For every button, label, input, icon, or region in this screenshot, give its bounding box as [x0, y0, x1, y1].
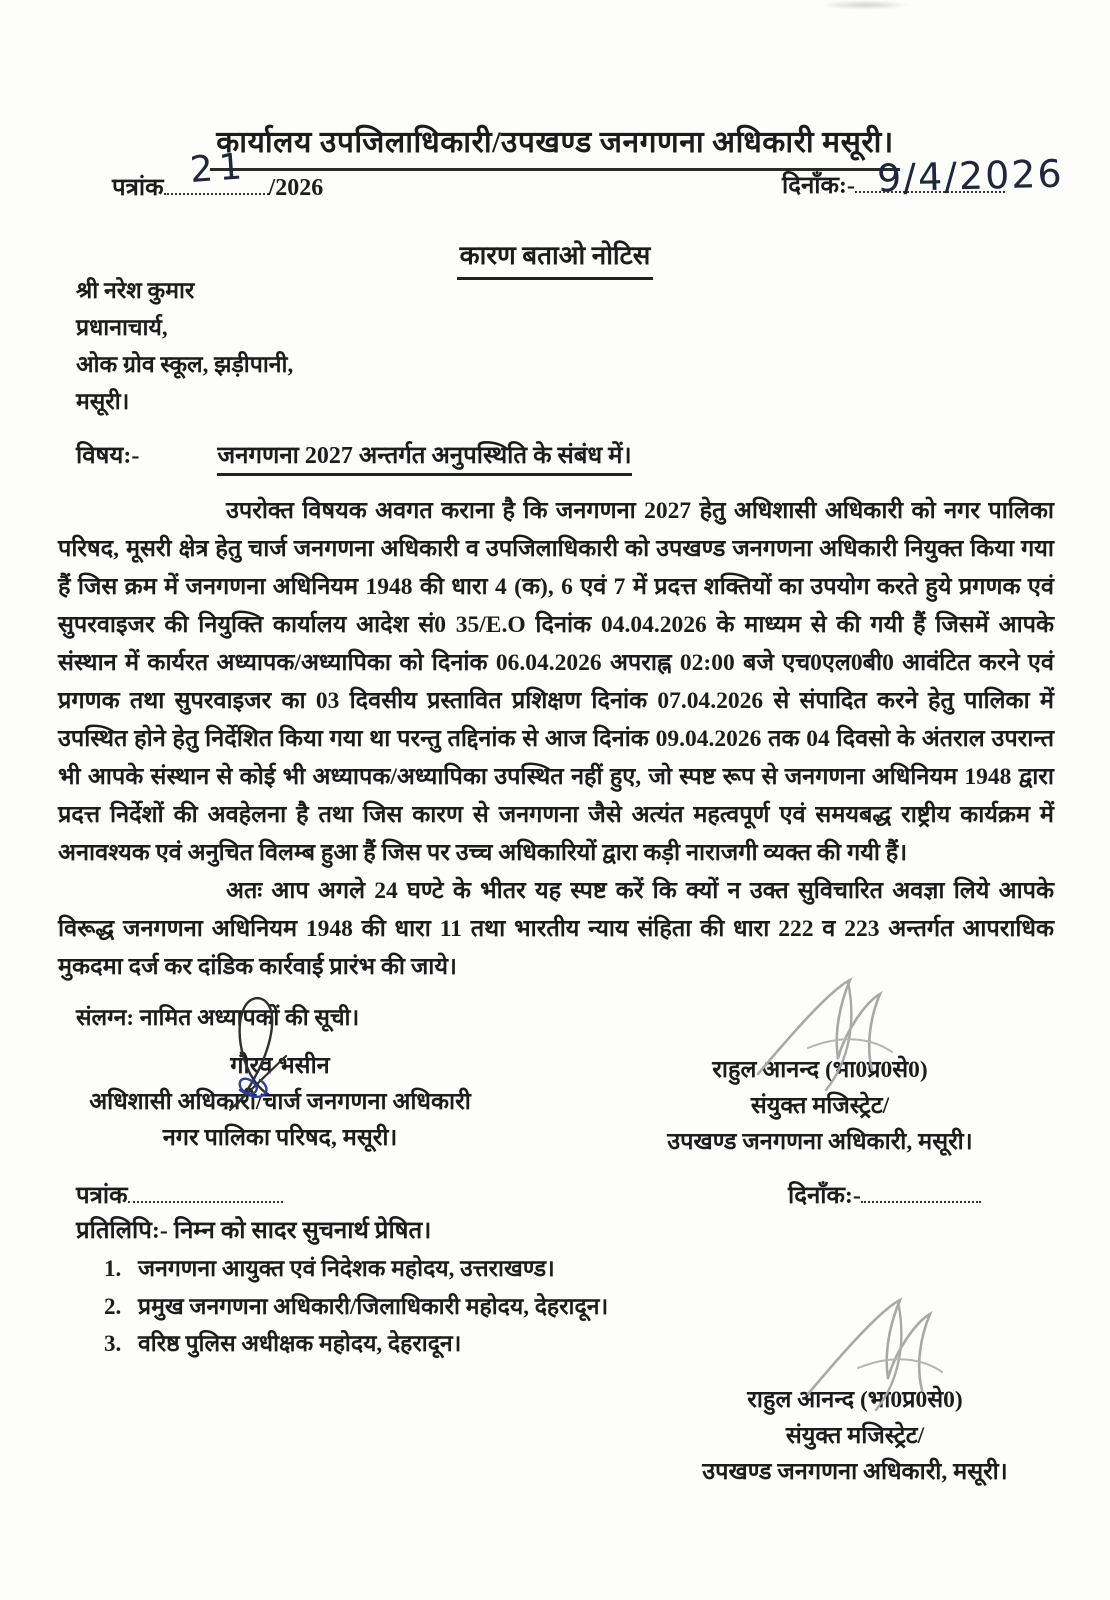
ref-suffix: /2026	[268, 175, 324, 201]
addressee-designation: प्रधानाचार्य,	[76, 315, 168, 340]
signature-block-left	[80, 1048, 480, 1156]
attachment-note: संलग्न: नामित अध्यापकों की सूची।	[76, 1005, 360, 1030]
date-dotted-line-bottom	[861, 1201, 981, 1203]
date-row-bottom	[788, 1178, 981, 1211]
signatory-designation2-final: उपखण्ड जनगणना अधिकारी, मसूरी।	[702, 1459, 1008, 1485]
subject-label: विषय:-	[76, 443, 140, 469]
date-label-bottom: दिनाँक:-	[788, 1183, 861, 1209]
copy-item	[104, 1288, 608, 1326]
signatory-designation1-left: अधिशासी अधिकारी/चार्ज जनगणना अधिकारी	[89, 1089, 471, 1115]
office-title: कार्यालय उपजिलाधिकारी/उपखण्ड जनगणना अधिकारी मसूरी।	[210, 120, 900, 171]
ref-number-row-bottom	[76, 1178, 283, 1211]
letter-body	[58, 492, 1054, 986]
signatory-designation2-right: उपखण्ड जनगणना अधिकारी, मसूरी।	[667, 1129, 973, 1155]
ref-number-row-top	[112, 146, 324, 203]
scan-smudge-artifact	[820, 0, 910, 10]
ref-dotted-line-bottom	[128, 1201, 283, 1203]
body-paragraph-1: उपरोक्त विषयक अवगत कराना है कि जनगणना 2027 हेतु अधिशासी अधिकारी को नगर पालिका परिषद, मूसरी क्षेत्र हेतु चार्ज जनगणना अधिकारी व उपजिलाधिकारी को उपखण्ड जनगणना अधिकारी नियुक्त किया गया हैं जिस क्रम में जनगणना अधिनियम 1948 की धारा 4 (क), 6 एवं 7 में प्रदत्त शक्तियों का उपयोग करते हुये प्रगणक एवं सुपरवाइजर की नियुक्ति कार्यालय आदेश सं0 35/E.O दिनांक 04.04.2026 के माध्यम से की गयी हैं जिसमें आपके संस्थान में कार्यरत अध्यापक/अध्यापिका को दिनांक 06.04.2026 अपराह्न 02:00 बजे एच0एल0बी0 आवंटित करने एवं प्रगणक तथा सुपरवाइजर का 03 दिवसीय प्रस्तावित प्रशिक्षण दिनांक 07.04.2026 से संपादित करने हेतु पालिका में उपस्थित होने हेतु निर्देशित किया गया था परन्तु तद्दिनांक से आज दिनांक 09.04.2026 तक 04 दिवसो के अंतराल उपरान्त भी आपके संस्थान से कोई भी अध्यापक/अध्यापिका उपस्थित नहीं हुए, जो स्पष्ट रूप से जनगणना अधिनियम 1948 द्वारा प्रदत्त निर्देशों की अवहेलना है तथा जिस कारण से जनगणना जैसे अत्यंत महत्वपूर्ण एवं समयबद्ध राष्ट्रीय कार्यक्रम में अनावश्यक एवं अनुचित विलम्ब हुआ हैं जिस पर उच्च अधिकारियों द्वारा कड़ी नाराजगी व्यक्त की गयी हैं।	[58, 498, 1054, 866]
signature-block-right	[610, 1052, 1030, 1160]
copy-list	[104, 1250, 608, 1363]
copy-item-number: 1.	[104, 1256, 122, 1281]
date-label: दिनाँक:-	[782, 173, 855, 199]
subject-row	[76, 438, 632, 471]
addressee-block	[76, 272, 293, 420]
copy-item-number: 2.	[104, 1293, 122, 1319]
copy-item-text: वरिष्ठ पुलिस अधीक्षक महोदय, देहरादून।	[138, 1331, 462, 1356]
copy-item-text: जनगणना आयुक्त एवं निदेशक महोदय, उत्तराखण्ड।	[138, 1256, 555, 1281]
signature-block-final	[640, 1382, 1070, 1490]
signatory-designation1-right: संयुक्त मजिस्ट्रेट/	[750, 1093, 890, 1119]
date-row-top	[782, 151, 1065, 201]
signatory-designation1-final: संयुक्त मजिस्ट्रेट/	[785, 1423, 925, 1449]
notice-heading: कारण बताओ नोटिस	[457, 236, 654, 280]
addressee-institution: ओक ग्रोव स्कूल, झड़ीपानी,	[76, 352, 294, 377]
handwritten-date: 9/4/2026	[876, 151, 1065, 201]
ref-dotted-line	[164, 193, 269, 195]
copy-item-number: 3.	[104, 1331, 122, 1356]
handwritten-ref-number: 21	[188, 146, 250, 191]
signatory-name-final: राहुल आनन्द (भा0प्र0से0)	[747, 1387, 963, 1413]
addressee-name: श्री नरेश कुमार	[76, 278, 195, 303]
ref-label: पत्रांक	[112, 175, 164, 201]
signatory-name-left: गौरव भसीन	[230, 1053, 330, 1079]
copy-heading: प्रतिलिपि:- निम्न को सादर सुचनार्थ प्रेषित।	[76, 1218, 432, 1244]
copy-item	[104, 1250, 608, 1288]
addressee-city: मसूरी।	[76, 389, 130, 414]
signatory-designation2-left: नगर पालिका परिषद, मसूरी।	[162, 1125, 398, 1151]
copy-item	[104, 1325, 608, 1363]
subject-text: जनगणना 2027 अन्तर्गत अनुपस्थिति के संबंध में।	[217, 443, 631, 476]
signatory-name-right: राहुल आनन्द (भा0प्र0से0)	[712, 1057, 928, 1083]
ref-label-bottom: पत्रांक	[76, 1183, 128, 1209]
body-paragraph-2: अतः आप अगले 24 घण्टे के भीतर यह स्पष्ट करें कि क्यों न उक्त सुविचारित अवज्ञा लिये आपके विरूद्ध जनगणना अधिनियम 1948 की धारा 11 तथा भारतीय न्याय संहिता की धारा 222 व 223 अन्तर्गत आपराधिक मुकदमा दर्ज कर दांडिक कार्रवाई प्रारंभ की जाये।	[58, 878, 1054, 980]
copy-item-text: प्रमुख जनगणना अधिकारी/जिलाधिकारी महोदय, देहरादून।	[138, 1293, 609, 1319]
